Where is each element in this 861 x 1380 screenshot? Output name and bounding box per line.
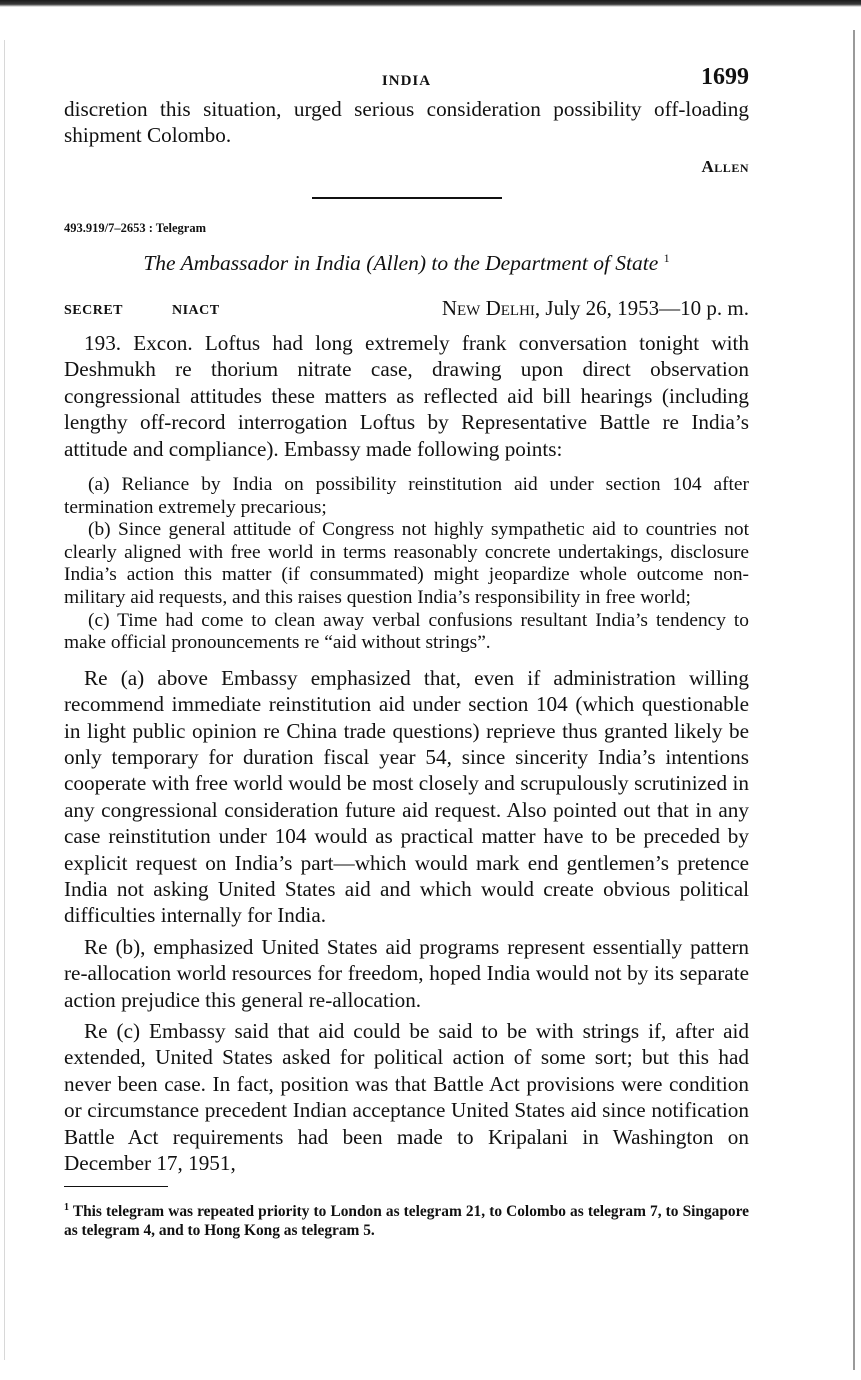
document-page xyxy=(64,62,749,1240)
file-reference: 493.919/7–2653 : Telegram xyxy=(64,220,207,235)
running-header xyxy=(64,62,749,96)
signature: Allen xyxy=(701,156,749,176)
point-b: (b) Since general attitude of Congress not highly sympathetic aid to countries not clearly aligned with free world in terms reasonably concrete undertakings, disclosure India’s action this matter (if consummated) might jeopardize whole outcome non-military aid requests, and this raises question India’s responsibility in free world; xyxy=(64,519,749,608)
document-heading xyxy=(64,251,749,276)
document-heading-text: The Ambassador in India (Allen) to the Department of State xyxy=(143,250,659,275)
place: New Delhi, xyxy=(441,295,541,320)
classification: SECRET xyxy=(64,302,124,318)
scan-edge-top xyxy=(0,0,861,7)
opening-paragraph: 193. Excon. Loftus had long extremely frank conversation tonight with Deshmukh re thorium nitrate case, drawing upon direct observation congressional attitudes these matters as reflected aid bill hearings (including lengthy off-record interrogation Loftus by Representative Battle re India’s attitude and compliance). Embassy made following points: xyxy=(64,330,749,461)
scan-edge-left xyxy=(4,40,5,1360)
scan-edge-right xyxy=(853,30,855,1370)
section-divider xyxy=(312,197,502,199)
footnote-marker-ref: 1 xyxy=(663,250,670,265)
point-c: (c) Time had come to clean away verbal confusions resultant India’s tendency to make official pronouncements re “aid without strings”. xyxy=(64,609,749,654)
point-a: (a) Reliance by India on possibility reinstitution aid under section 104 after termination extremely precarious; xyxy=(64,474,749,518)
footnote-marker: 1 xyxy=(64,1202,69,1214)
points-list xyxy=(64,474,749,655)
paragraph-re-a: Re (a) above Embassy emphasized that, even if administration willing recommend immediate reinstitution aid under section 104 (which questionable in light public opinion re China trade questions) reprieve thus granted likely be only temporary for duration fiscal year 54, since sincerity India’s intentions cooperate with free world would be most closely and scrupulously scrutinized in any congressional consideration future aid request. Also pointed out that in any case reinstitution under 104 would as practical matter have to be preceded by explicit request on India’s part—which would mark end gentlemen’s pretence India not asking United States aid and which would create obvious political difficulties internally for India. xyxy=(64,665,749,928)
date: July 26, 1953—10 p. m. xyxy=(545,295,749,320)
paragraph-re-b: Re (b), emphasized United States aid programs represent essentially pattern re-allocation world resources for freedom, hoped India would not by its separate action prejudice this general re-allocation. xyxy=(64,934,749,1012)
page-number: 1699 xyxy=(701,64,749,90)
footnote-rule xyxy=(64,1186,168,1187)
dateline xyxy=(64,296,749,326)
footnote-text: This telegram was repeated priority to London as telegram 21, to Colombo as telegram 7, to Singapore as telegram 4, and to Hong Kong as telegram 5. xyxy=(64,1203,749,1239)
place-date xyxy=(442,296,749,321)
distribution-tag: NIACT xyxy=(172,302,220,318)
running-title: INDIA xyxy=(381,73,432,89)
paragraph-re-c: Re (c) Embassy said that aid could be said to be with strings if, after aid extended, United States asked for political action of some sort; but this had never been case. In fact, position was that Battle Act provisions were condition or circumstance precedent Indian acceptance United States aid since notification Battle Act requirements had been made to Kripalani in Washington on December 17, 1951, xyxy=(64,1019,749,1176)
continuation-paragraph: discretion this situation, urged serious consideration possibility off-loading shipment Colombo. xyxy=(64,97,749,148)
footnote xyxy=(64,1199,749,1239)
